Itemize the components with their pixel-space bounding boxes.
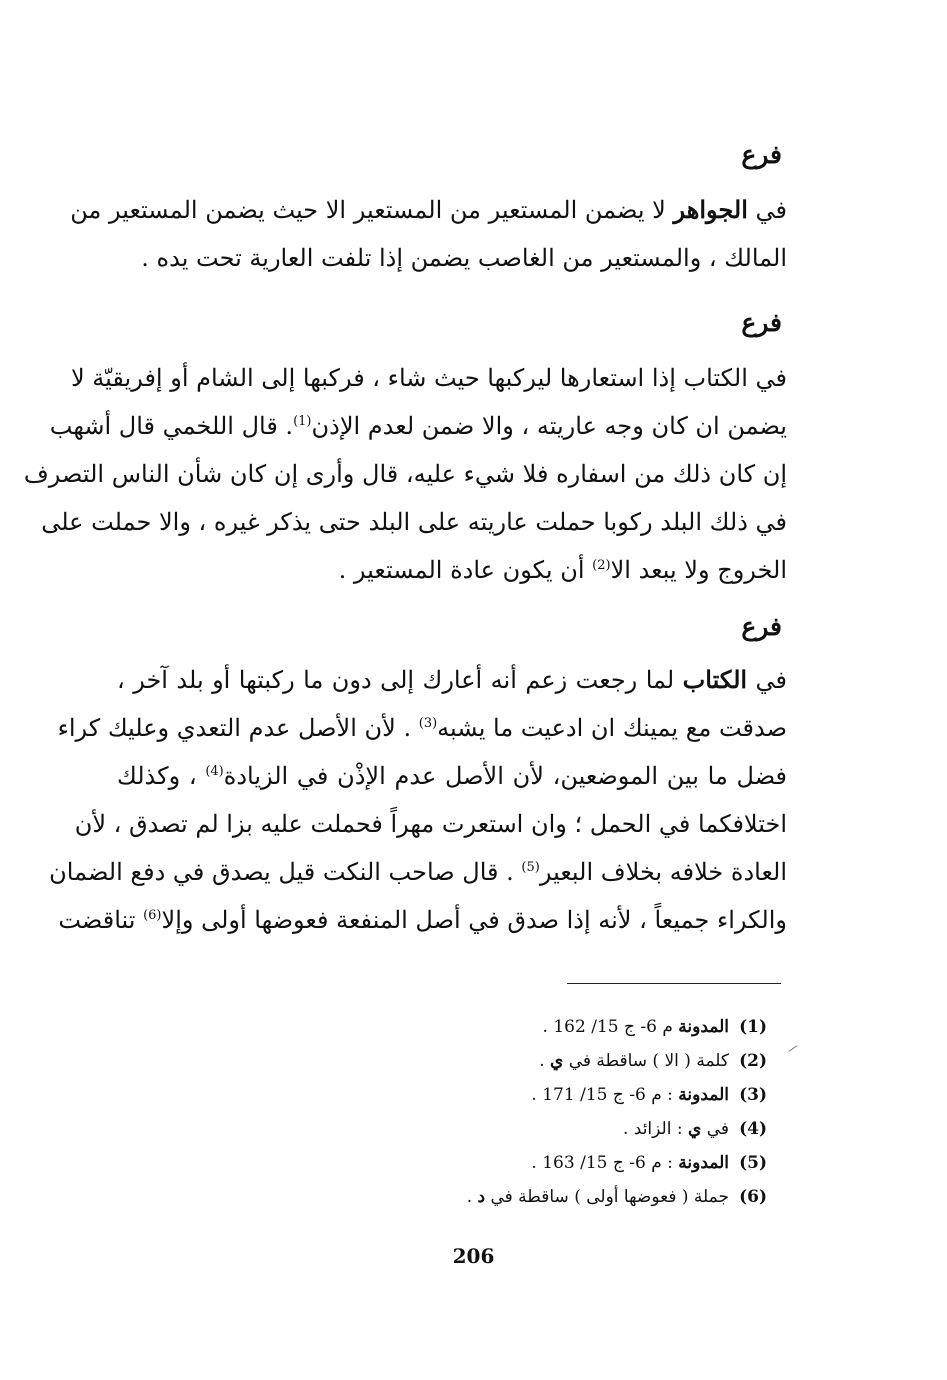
bold-term: ي bbox=[550, 1051, 564, 1071]
footnote-item bbox=[467, 1044, 767, 1078]
footnote-number: (5) bbox=[739, 1153, 767, 1173]
text-run: : الزائد . bbox=[622, 1119, 688, 1139]
text-run: المالك ، والمستعير من الغاصب يضمن إذا تلفت العارية تحت يده . bbox=[141, 244, 787, 272]
footnote-ref: (2) bbox=[592, 558, 611, 573]
text-run: في bbox=[747, 196, 787, 224]
footnote-ref: (4) bbox=[205, 764, 224, 779]
footnote-ref: (3) bbox=[418, 716, 438, 731]
footnotes-list bbox=[467, 1010, 767, 1214]
bold-term: المدونة bbox=[678, 1085, 729, 1105]
section-paragraph-2 bbox=[23, 354, 787, 594]
text-run: . bbox=[466, 1187, 478, 1207]
text-run: يضمن ان كان وجه عاريته ، والا ضمن لعدم الإذن bbox=[311, 412, 787, 440]
text-run: في bbox=[747, 666, 787, 694]
text-line bbox=[117, 752, 787, 800]
footnote-item bbox=[467, 1146, 767, 1180]
bold-term: ي bbox=[687, 1119, 702, 1139]
footnote-number: (4) bbox=[739, 1119, 767, 1139]
footnote-number: (1) bbox=[739, 1017, 767, 1037]
footnote-number: (6) bbox=[739, 1187, 767, 1207]
section-heading-1: فرع bbox=[741, 140, 782, 169]
footnote-divider bbox=[567, 983, 781, 984]
footnote-text bbox=[531, 1146, 729, 1180]
text-run: في bbox=[701, 1119, 729, 1139]
margin-mark bbox=[789, 1045, 798, 1052]
text-run: : م 6- ج 15/ 171 . bbox=[531, 1085, 679, 1105]
section-heading-2: فرع bbox=[741, 308, 782, 337]
footnote-text bbox=[623, 1112, 729, 1146]
text-run: لا يضمن المستعير من المستعير الا حيث يضمن المستعير من bbox=[70, 196, 674, 224]
footnote-text bbox=[539, 1044, 729, 1078]
text-line bbox=[74, 800, 787, 848]
text-run: تناقضت bbox=[58, 906, 144, 934]
footnote-text bbox=[531, 1078, 729, 1112]
text-line bbox=[117, 234, 787, 282]
footnote-number: (2) bbox=[739, 1051, 767, 1071]
text-run: في الكتاب إذا استعارها ليركبها حيث شاء ، فركبها إلى الشام أو إفريقيّة لا bbox=[70, 364, 787, 392]
bold-term: الكتاب bbox=[682, 665, 748, 694]
text-run: ، وكذلك bbox=[117, 762, 206, 790]
footnote-number: (3) bbox=[739, 1085, 767, 1105]
text-line bbox=[117, 656, 787, 704]
text-line bbox=[49, 402, 787, 450]
text-line bbox=[41, 498, 787, 546]
text-run: كلمة ( الا ) ساقطة في bbox=[563, 1051, 729, 1071]
bold-term: المدونة bbox=[678, 1153, 729, 1173]
bold-term: الجواهر bbox=[673, 195, 748, 224]
text-run: . قال اللخمي قال أشهب bbox=[49, 412, 294, 440]
text-run: فضل ما بين الموضعين، لأن الأصل عدم الإذْن في الزيادة bbox=[223, 762, 787, 790]
text-run: جملة ( فعوضها أولى ) ساقطة في bbox=[485, 1187, 729, 1207]
text-run: الخروج ولا يبعد الا bbox=[610, 556, 787, 584]
text-line bbox=[23, 450, 787, 498]
text-run: والكراء جميعاً ، لأنه إذا صدق في أصل المنفعة فعوضها أولى وإلا bbox=[161, 906, 787, 934]
footnote-ref: (1) bbox=[293, 414, 312, 429]
footnote-ref: (6) bbox=[143, 908, 162, 923]
section-paragraph-3 bbox=[49, 656, 787, 944]
text-run: صدقت مع يمينك ان ادعيت ما يشبه bbox=[437, 714, 787, 742]
footnote-ref: (5) bbox=[521, 860, 540, 875]
footnote-item bbox=[467, 1112, 767, 1146]
text-run: . لأن الأصل عدم التعدي وعليك كراء bbox=[57, 714, 419, 742]
text-run: : م 6- ج 15/ 163 . bbox=[531, 1153, 679, 1173]
text-line bbox=[70, 354, 787, 402]
footnote-text bbox=[543, 1010, 729, 1044]
text-run: لما رجعت زعم أنه أعارك إلى دون ما ركبتها أو بلد آخر ، bbox=[117, 666, 683, 694]
bold-term: المدونة bbox=[678, 1017, 729, 1037]
text-line bbox=[58, 896, 787, 944]
text-run: أن يكون عادة المستعير . bbox=[338, 556, 593, 584]
text-run: اختلافكما في الحمل ؛ وان استعرت مهراً فحملت عليه بزا لم تصدق ، لأن bbox=[74, 810, 787, 838]
footnote-item bbox=[467, 1078, 767, 1112]
bold-term: د bbox=[477, 1187, 486, 1207]
footnote-item bbox=[467, 1180, 767, 1214]
text-line bbox=[70, 186, 787, 234]
text-run: م 6- ج 15/ 162 . bbox=[542, 1017, 679, 1037]
text-line bbox=[117, 546, 787, 594]
section-paragraph-1 bbox=[70, 186, 787, 282]
text-run: في ذلك البلد ركوبا حملت عاريته على البلد حتى يذكر غيره ، والا حملت على bbox=[41, 508, 787, 536]
text-run: العادة خلافه بخلاف البعير bbox=[539, 858, 787, 886]
text-run: . bbox=[539, 1051, 550, 1071]
page-number: 206 bbox=[452, 1244, 495, 1268]
text-run: . قال صاحب النكت قيل يصدق في دفع الضمان bbox=[49, 858, 522, 886]
text-line bbox=[49, 848, 787, 896]
footnote-text bbox=[467, 1180, 729, 1214]
text-line bbox=[57, 704, 787, 752]
section-heading-3: فرع bbox=[741, 612, 782, 641]
text-run: إن كان ذلك من اسفاره فلا شيء عليه، قال وأرى إن كان شأن الناس التصرف bbox=[23, 460, 787, 488]
footnote-item bbox=[467, 1010, 767, 1044]
